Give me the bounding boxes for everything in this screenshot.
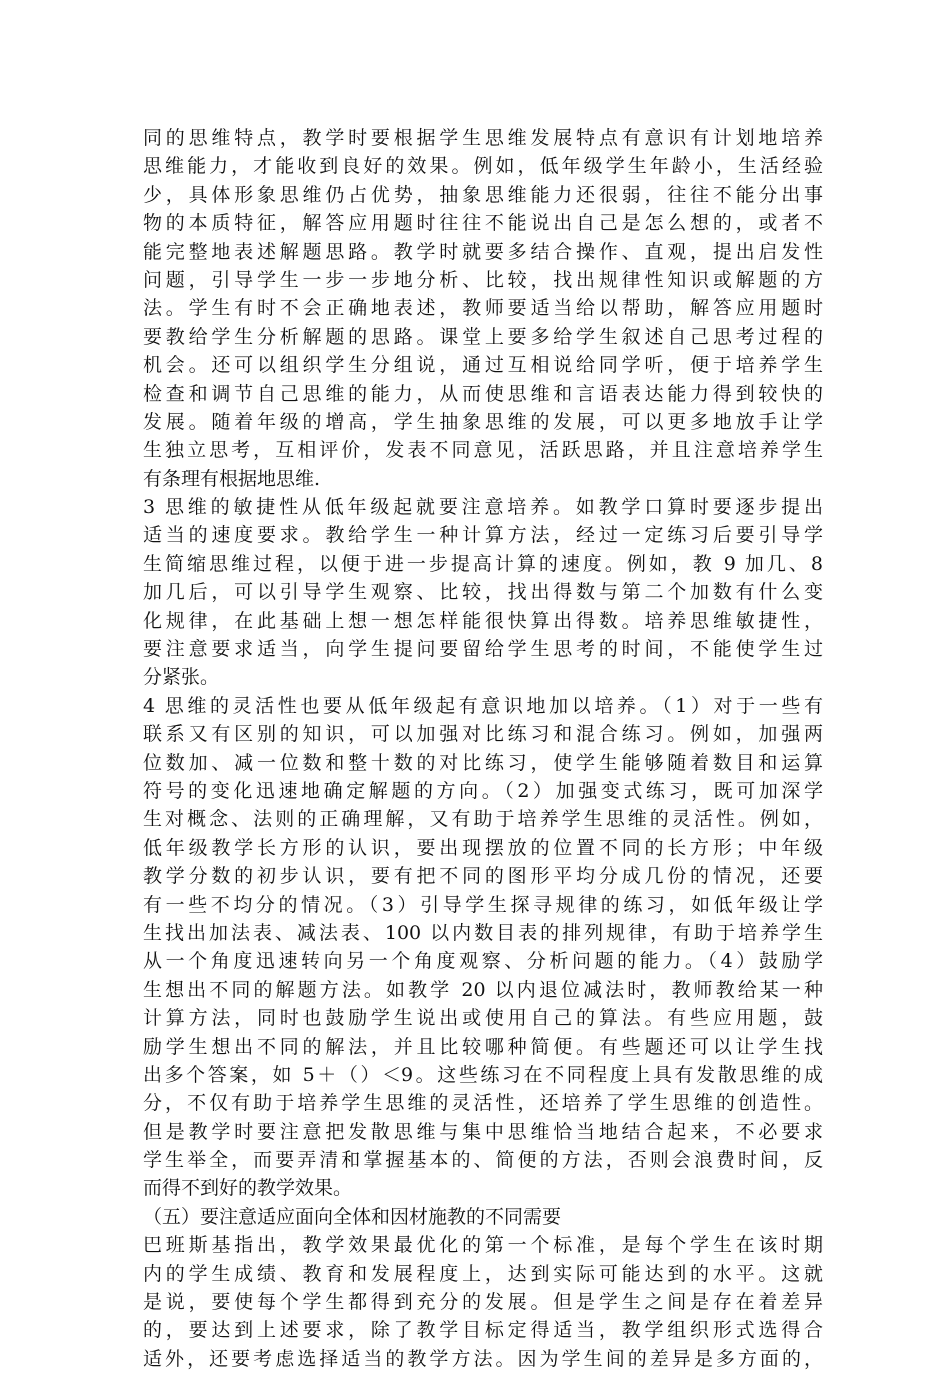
text-line: 要教给学生分析解题的思路。课堂上要多给学生叙述自己思考过程的 — [143, 325, 823, 348]
text-line: 有条理有根据地思维. — [143, 467, 321, 490]
text-line: 生独立思考，互相评价，发表不同意见，活跃思路，并且注意培养学生 — [143, 439, 823, 462]
text-line: 检查和调节自己思维的能力，从而使思维和言语表达能力得到较快的 — [143, 382, 823, 405]
text-line: 物的本质特征，解答应用题时往往不能说出自己是怎么想的，或者不 — [143, 212, 823, 235]
text-line: 分紧张。 — [143, 666, 220, 689]
text-line: 而得不到好的教学效果。 — [143, 1177, 353, 1200]
text-line: 有一些不均分的情况。（3）引导学生探寻规律的练习，如低年级让学 — [143, 893, 823, 916]
text-line: 生找出加法表、减法表、100 以内数目表的排列规律，有助于培养学生 — [143, 921, 823, 944]
text-line: 生简缩思维过程，以便于进一步提高计算的速度。例如，教 9 加几、8 — [143, 552, 823, 575]
text-line: 生想出不同的解题方法。如教学 20 以内退位减法时，教师教给某一种 — [143, 978, 823, 1001]
text-line: 适当的速度要求。教给学生一种计算方法，经过一定练习后要引导学 — [143, 524, 823, 547]
text-line: 3 思维的敏捷性从低年级起就要注意培养。如教学口算时要逐步提出 — [143, 496, 823, 519]
text-line: 符号的变化迅速地确定解题的方向。（2）加强变式练习，既可加深学 — [143, 779, 823, 802]
text-line: 位数加、减一位数和整十数的对比练习，使学生能够随着数目和运算 — [143, 751, 823, 774]
text-line: 机会。还可以组织学生分组说，通过互相说给同学听，便于培养学生 — [143, 354, 823, 377]
text-line: 加几后，可以引导学生观察、比较，找出得数与第二个加数有什么变 — [143, 581, 823, 604]
body-text — [143, 124, 823, 1373]
text-line: 从一个角度迅速转向另一个角度观察、分析问题的能力。（4）鼓励学 — [143, 950, 823, 973]
text-line: 能完整地表述解题思路。教学时就要多结合操作、直观，提出启发性 — [143, 240, 823, 263]
text-line: 低年级教学长方形的认识，要出现摆放的位置不同的长方形；中年级 — [143, 836, 823, 859]
text-line: 4 思维的灵活性也要从低年级起有意识地加以培养。（1）对于一些有 — [143, 694, 823, 717]
text-line: 发展。随着年级的增高，学生抽象思维的发展，可以更多地放手让学 — [143, 410, 823, 433]
text-line: 适外，还要考虑选择适当的教学方法。因为学生间的差异是多方面的， — [143, 1347, 823, 1370]
text-line: 教学分数的初步认识，要有把不同的图形平均分成几份的情况，还要 — [143, 865, 823, 888]
text-line: 励学生想出不同的解法，并且比较哪种简便。有些题还可以让学生找 — [143, 1035, 823, 1058]
text-line: 计算方法，同时也鼓励学生说出或使用自己的算法。有些应用题，鼓 — [143, 1007, 823, 1030]
text-line: 少，具体形象思维仍占优势，抽象思维能力还很弱，往往不能分出事 — [143, 183, 823, 206]
text-line: 但是教学时要注意把发散思维与集中思维恰当地结合起来，不必要求 — [143, 1120, 823, 1143]
text-line: （五）要注意适应面向全体和因材施教的不同需要 — [143, 1205, 562, 1228]
text-line: 内的学生成绩、教育和发展程度上，达到实际可能达到的水平。这就 — [143, 1262, 823, 1285]
text-line: 的，要达到上述要求，除了教学目标定得适当，教学组织形式选得合 — [143, 1319, 823, 1342]
text-line: 出多个答案，如 5＋（）＜9。这些练习在不同程度上具有发散思维的成 — [143, 1063, 823, 1086]
text-line: 同的思维特点，教学时要根据学生思维发展特点有意识有计划地培养 — [143, 127, 823, 149]
text-line: 生对概念、法则的正确理解，又有助于培养学生思维的灵活性。例如， — [143, 808, 823, 831]
text-line: 问题，引导学生一步一步地分析、比较，找出规律性知识或解题的方 — [143, 268, 823, 291]
text-line: 法。学生有时不会正确地表述，教师要适当给以帮助，解答应用题时 — [143, 297, 823, 320]
text-line: 学生举全，而要弄清和掌握基本的、简便的方法，否则会浪费时间，反 — [143, 1149, 823, 1172]
text-line: 是说，要使每个学生都得到充分的发展。但是学生之间是存在着差异 — [143, 1291, 823, 1314]
text-line: 巴班斯基指出，教学效果最优化的第一个标准，是每个学生在该时期 — [143, 1234, 823, 1257]
text-line: 联系又有区别的知识，可以加强对比练习和混合练习。例如，加强两 — [143, 723, 823, 746]
text-line: 思维能力，才能收到良好的效果。例如，低年级学生年龄小，生活经验 — [143, 155, 823, 178]
text-line: 化规律，在此基础上想一想怎样能很快算出得数。培养思维敏捷性， — [143, 609, 823, 632]
text-line: 分，不仅有助于培养学生思维的灵活性，还培养了学生思维的创造性。 — [143, 1092, 823, 1115]
text-line: 要注意要求适当，向学生提问要留给学生思考的时间，不能使学生过 — [143, 638, 823, 661]
